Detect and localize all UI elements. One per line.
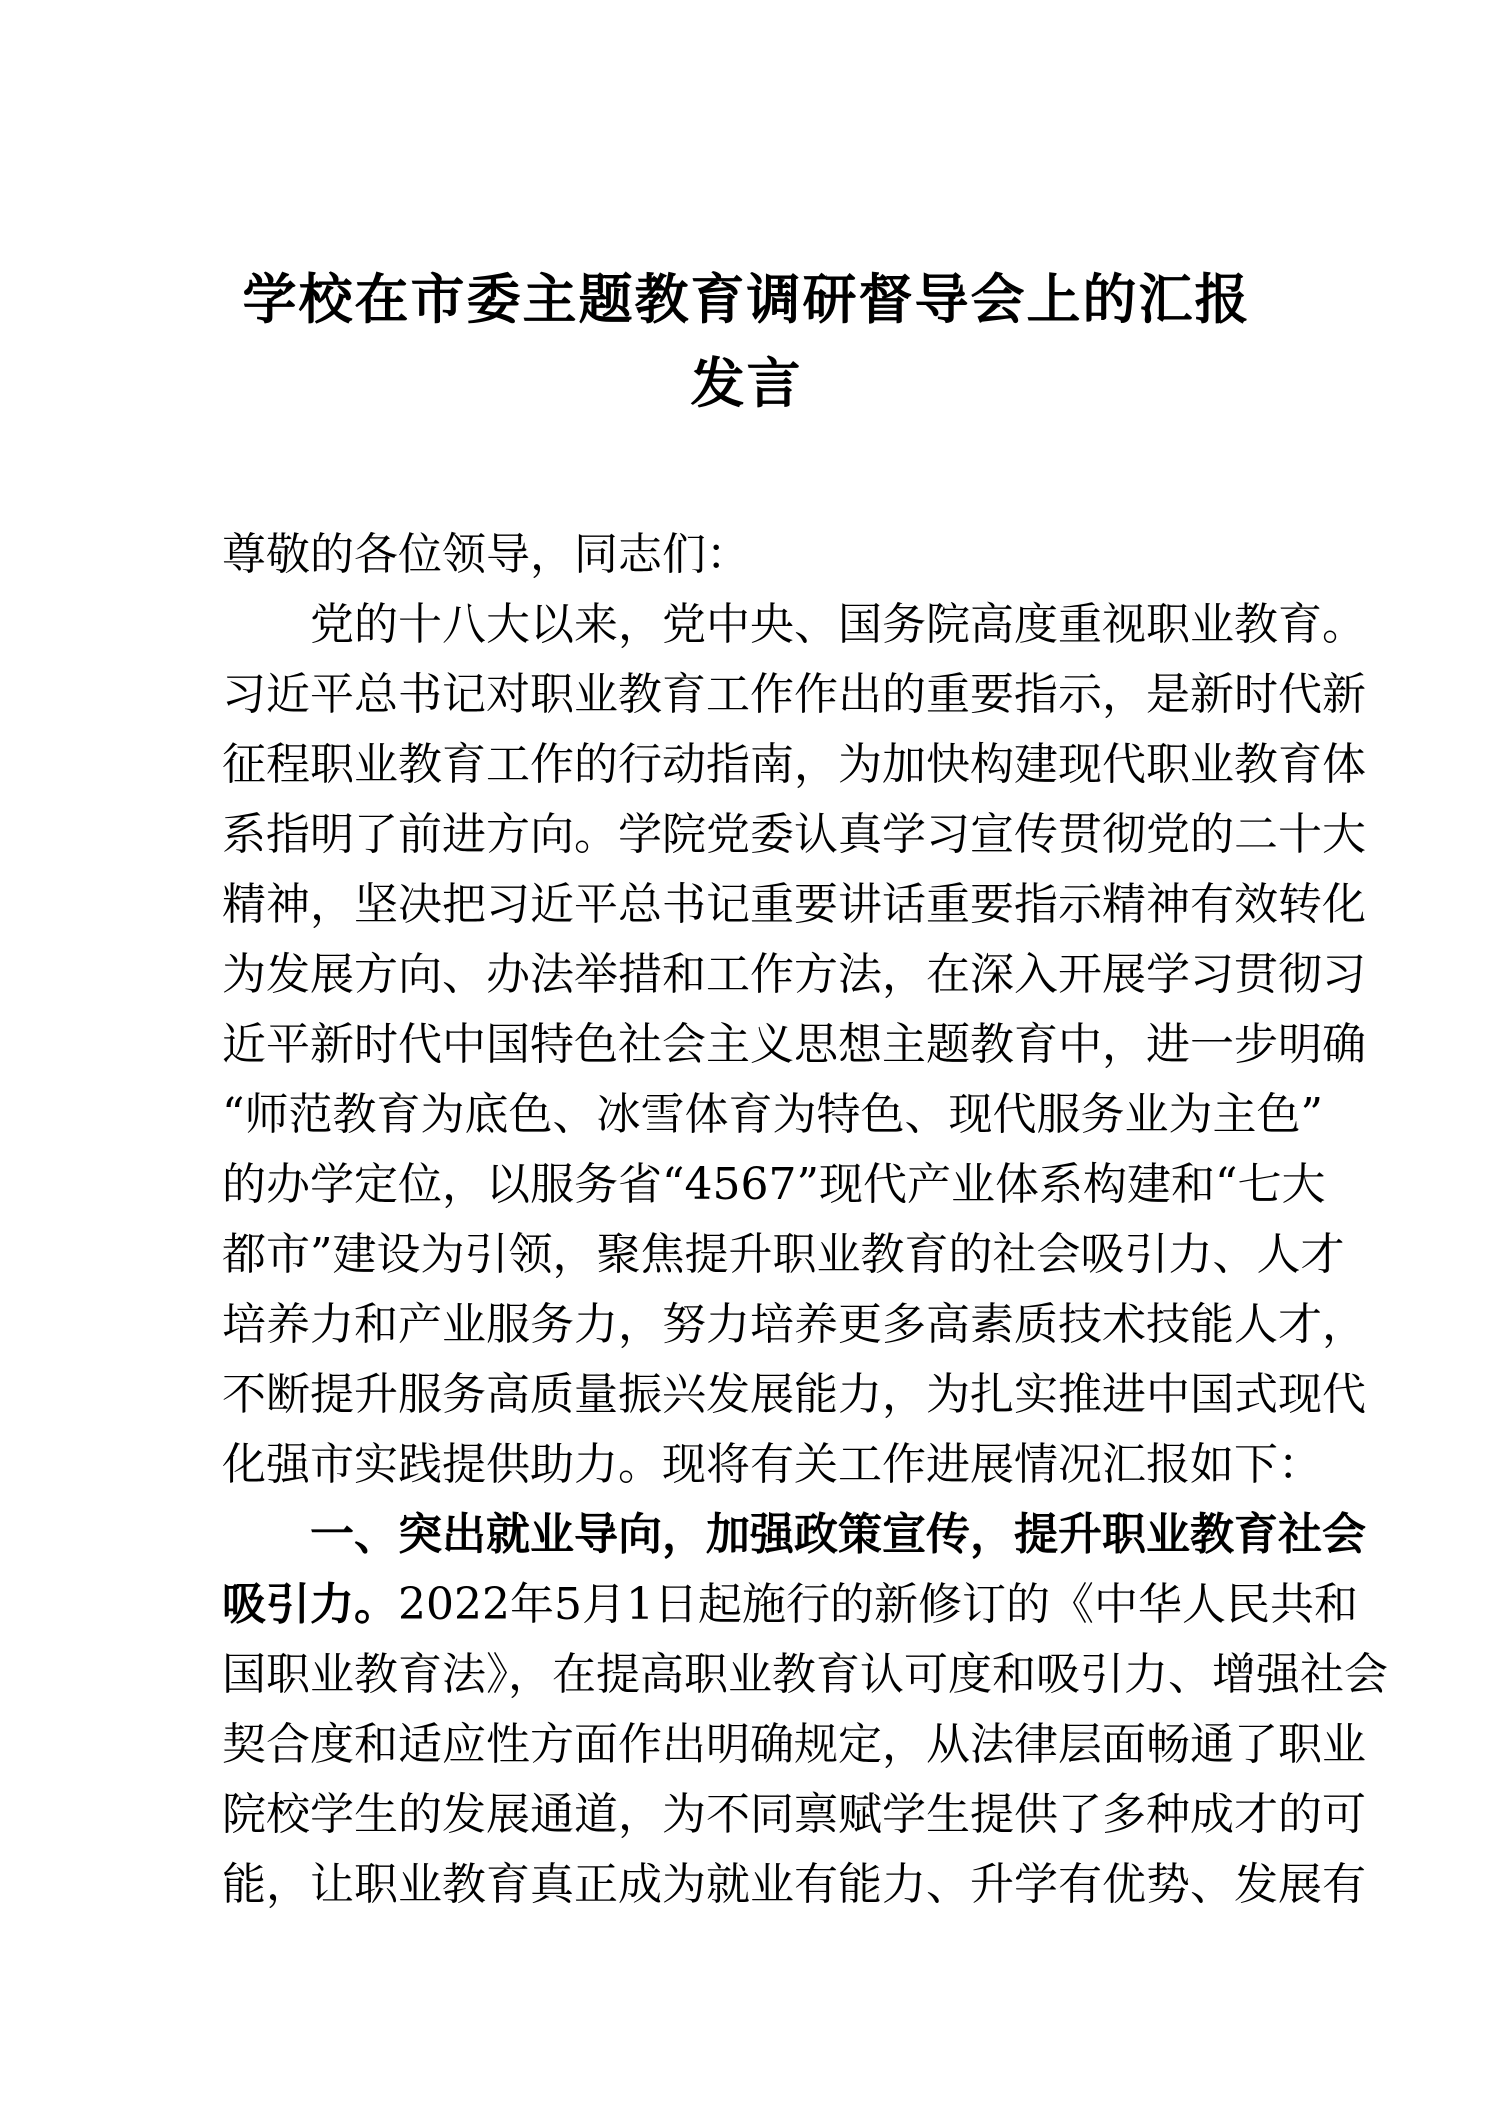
title-line-1: 学校在市委主题教育调研督导会上的汇报 [242, 270, 1251, 330]
title-line-2: 发言 [690, 354, 803, 414]
section-1-heading: 一、突出就业导向，加强政策宣传，提升职业教育社会 [310, 1510, 1366, 1559]
paragraph-1-line: 征程职业教育工作的行动指南，为加快构建现代职业教育体 [222, 739, 1366, 790]
section-1-heading-continuation: 吸引力。 [222, 1580, 398, 1629]
paragraph-1-line: “师范教育为底色、冰雪体育为特色、现代服务业为主色” [222, 1089, 1323, 1140]
paragraph-2-line: 院校学生的发展通道，为不同禀赋学生提供了多种成才的可 [222, 1789, 1366, 1840]
section-1-body-line [222, 1570, 1358, 1640]
paragraph-2-line: 能，让职业教育真正成为就业有能力、升学有优势、发展有 [222, 1859, 1366, 1910]
paragraph-1-line: 习近平总书记对职业教育工作作出的重要指示，是新时代新 [222, 669, 1366, 720]
salutation: 尊敬的各位领导，同志们： [222, 529, 750, 580]
paragraph-1-line: 系指明了前进方向。学院党委认真学习宣传贯彻党的二十大 [222, 809, 1366, 860]
paragraph-1-line: 为发展方向、办法举措和工作方法，在深入开展学习贯彻习 [222, 949, 1366, 1000]
paragraph-2-line: 国职业教育法》，在提高职业教育认可度和吸引力、增强社会 [222, 1649, 1388, 1700]
paragraph-1-line: 化强市实践提供助力。现将有关工作进展情况汇报如下： [222, 1439, 1322, 1490]
document-title [0, 0, 1493, 426]
paragraph-1-line: 的办学定位，以服务省“4567”现代产业体系构建和“七大 [222, 1159, 1326, 1210]
paragraph-1-line: 近平新时代中国特色社会主义思想主题教育中，进一步明确 [222, 1019, 1366, 1070]
paragraph-1-line: 都市”建设为引领，聚焦提升职业教育的社会吸引力、人才 [222, 1229, 1345, 1280]
paragraph-2-text: 2022年5月1日起施行的新修订的《中华人民共和 [398, 1579, 1358, 1630]
document-body [0, 520, 1388, 1920]
paragraph-1-line: 培养力和产业服务力，努力培养更多高素质技术技能人才， [222, 1299, 1366, 1350]
paragraph-1-line: 不断提升服务高质量振兴发展能力，为扎实推进中国式现代 [222, 1369, 1366, 1420]
paragraph-1-line: 精神，坚决把习近平总书记重要讲话重要指示精神有效转化 [222, 879, 1366, 930]
paragraph-1-line: 党的十八大以来，党中央、国务院高度重视职业教育。 [310, 599, 1366, 650]
paragraph-2-line: 契合度和适应性方面作出明确规定，从法律层面畅通了职业 [222, 1719, 1366, 1770]
